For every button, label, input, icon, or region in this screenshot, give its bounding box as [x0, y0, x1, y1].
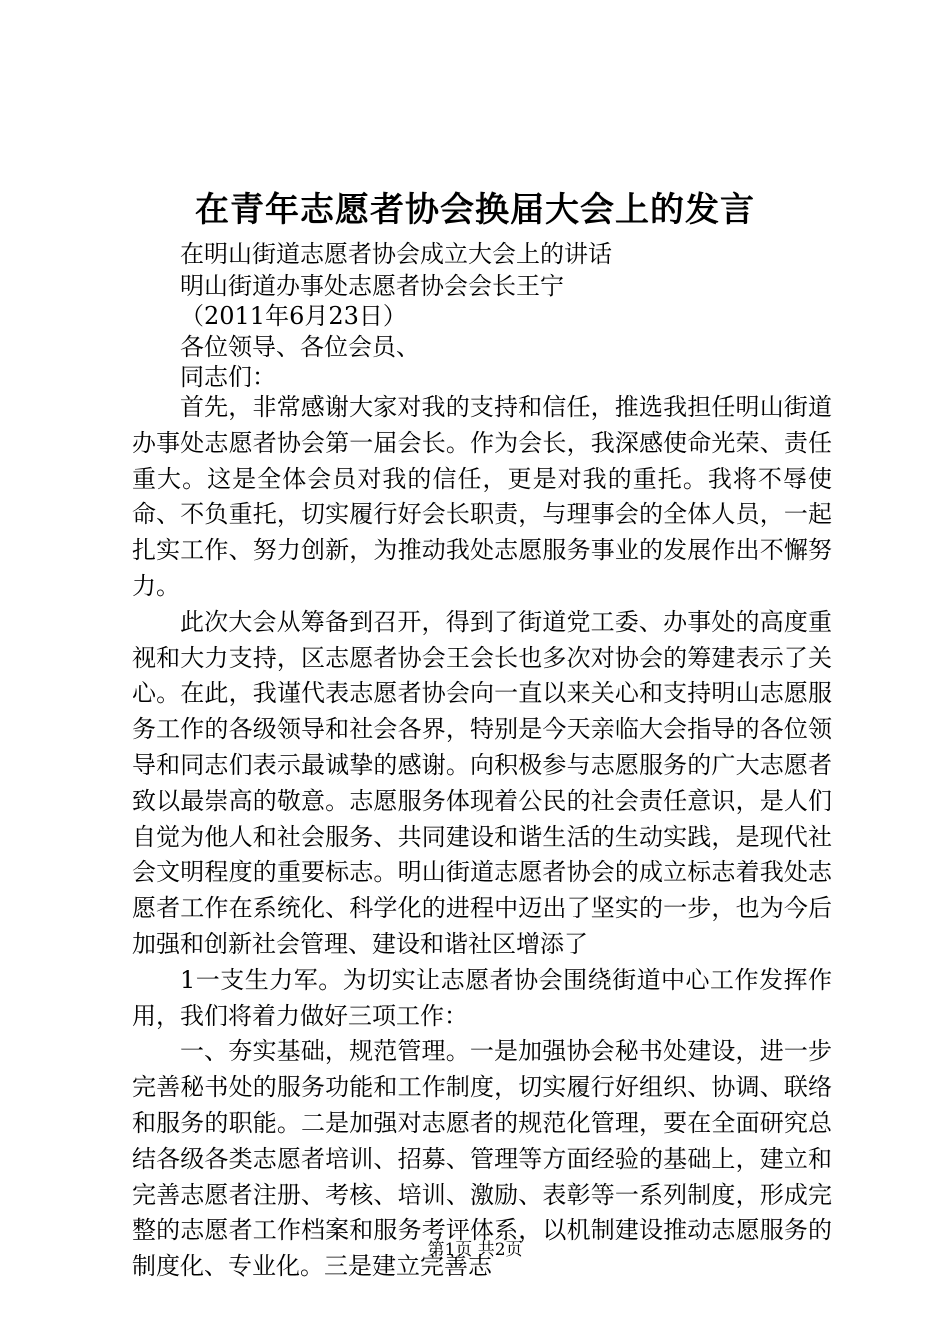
- speech-body: [132, 390, 832, 1285]
- paragraph-task-one: 一、夯实基础，规范管理。一是加强协会秘书处建设，进一步完善秘书处的服务功能和工作制度，切实履行好组织、协调、联络和服务的职能。二是加强对志愿者的规范化管理，要在全面研究总结各级各类志愿者培训、招募、管理等方面经验的基础上，建立和完善志愿者注册、考核、培训、激励、表彰等一系列制度，形成完整的志愿者工作档案和服务考评体系，以机制建设推动志愿服务的制度化、专业化。三是建立完善志: [132, 1037, 832, 1281]
- paragraph-thanks: 首先，非常感谢大家对我的支持和信任，推选我担任明山街道办事处志愿者协会第一届会长。作为会长，我深感使命光荣、责任重大。这是全体会员对我的信任，更是对我的重托。我将不辱使命、不负重托，切实履行好会长职责，与理事会的全体人员，一起扎实工作、努力创新，为推动我处志愿服务事业的发展作出不懈努力。: [132, 393, 832, 600]
- speech-date: （2011年6月23日）: [180, 302, 407, 330]
- speech-subtitle: 在明山街道志愿者协会成立大会上的讲话: [180, 240, 612, 268]
- document-title: 在青年志愿者协会换届大会上的发言: [195, 190, 755, 230]
- page-number-footer: 第1页 共2页: [427, 1240, 523, 1260]
- paragraph-three-tasks: 1一支生力军。为切实让志愿者协会围绕街道中心工作发挥作用，我们将着力做好三项工作：: [132, 965, 832, 1030]
- salutation-leaders: 各位领导、各位会员、: [180, 333, 420, 361]
- speaker-line: 明山街道办事处志愿者协会会长王宁: [180, 272, 564, 300]
- salutation-comrades: 同志们：: [180, 363, 276, 391]
- paragraph-acknowledgement: 此次大会从筹备到召开，得到了街道党工委、办事处的高度重视和大力支持，区志愿者协会王会长也多次对协会的筹建表示了关心。在此，我谨代表志愿者协会向一直以来关心和支持明山志愿服务工作的各级领导和社会各界，特别是今天亲临大会指导的各位领导和同志们表示最诚挚的感谢。向积极参与志愿服务的广大志愿者致以最崇高的敬意。志愿服务体现着公民的社会责任意识，是人们自觉为他人和社会服务、共同建设和谐生活的生动实践，是现代社会文明程度的重要标志。明山街道志愿者协会的成立标志着我处志愿者工作在系统化、科学化的进程中迈出了坚实的一步，也为今后加强和创新社会管理、建设和谐社区增添了: [132, 607, 832, 958]
